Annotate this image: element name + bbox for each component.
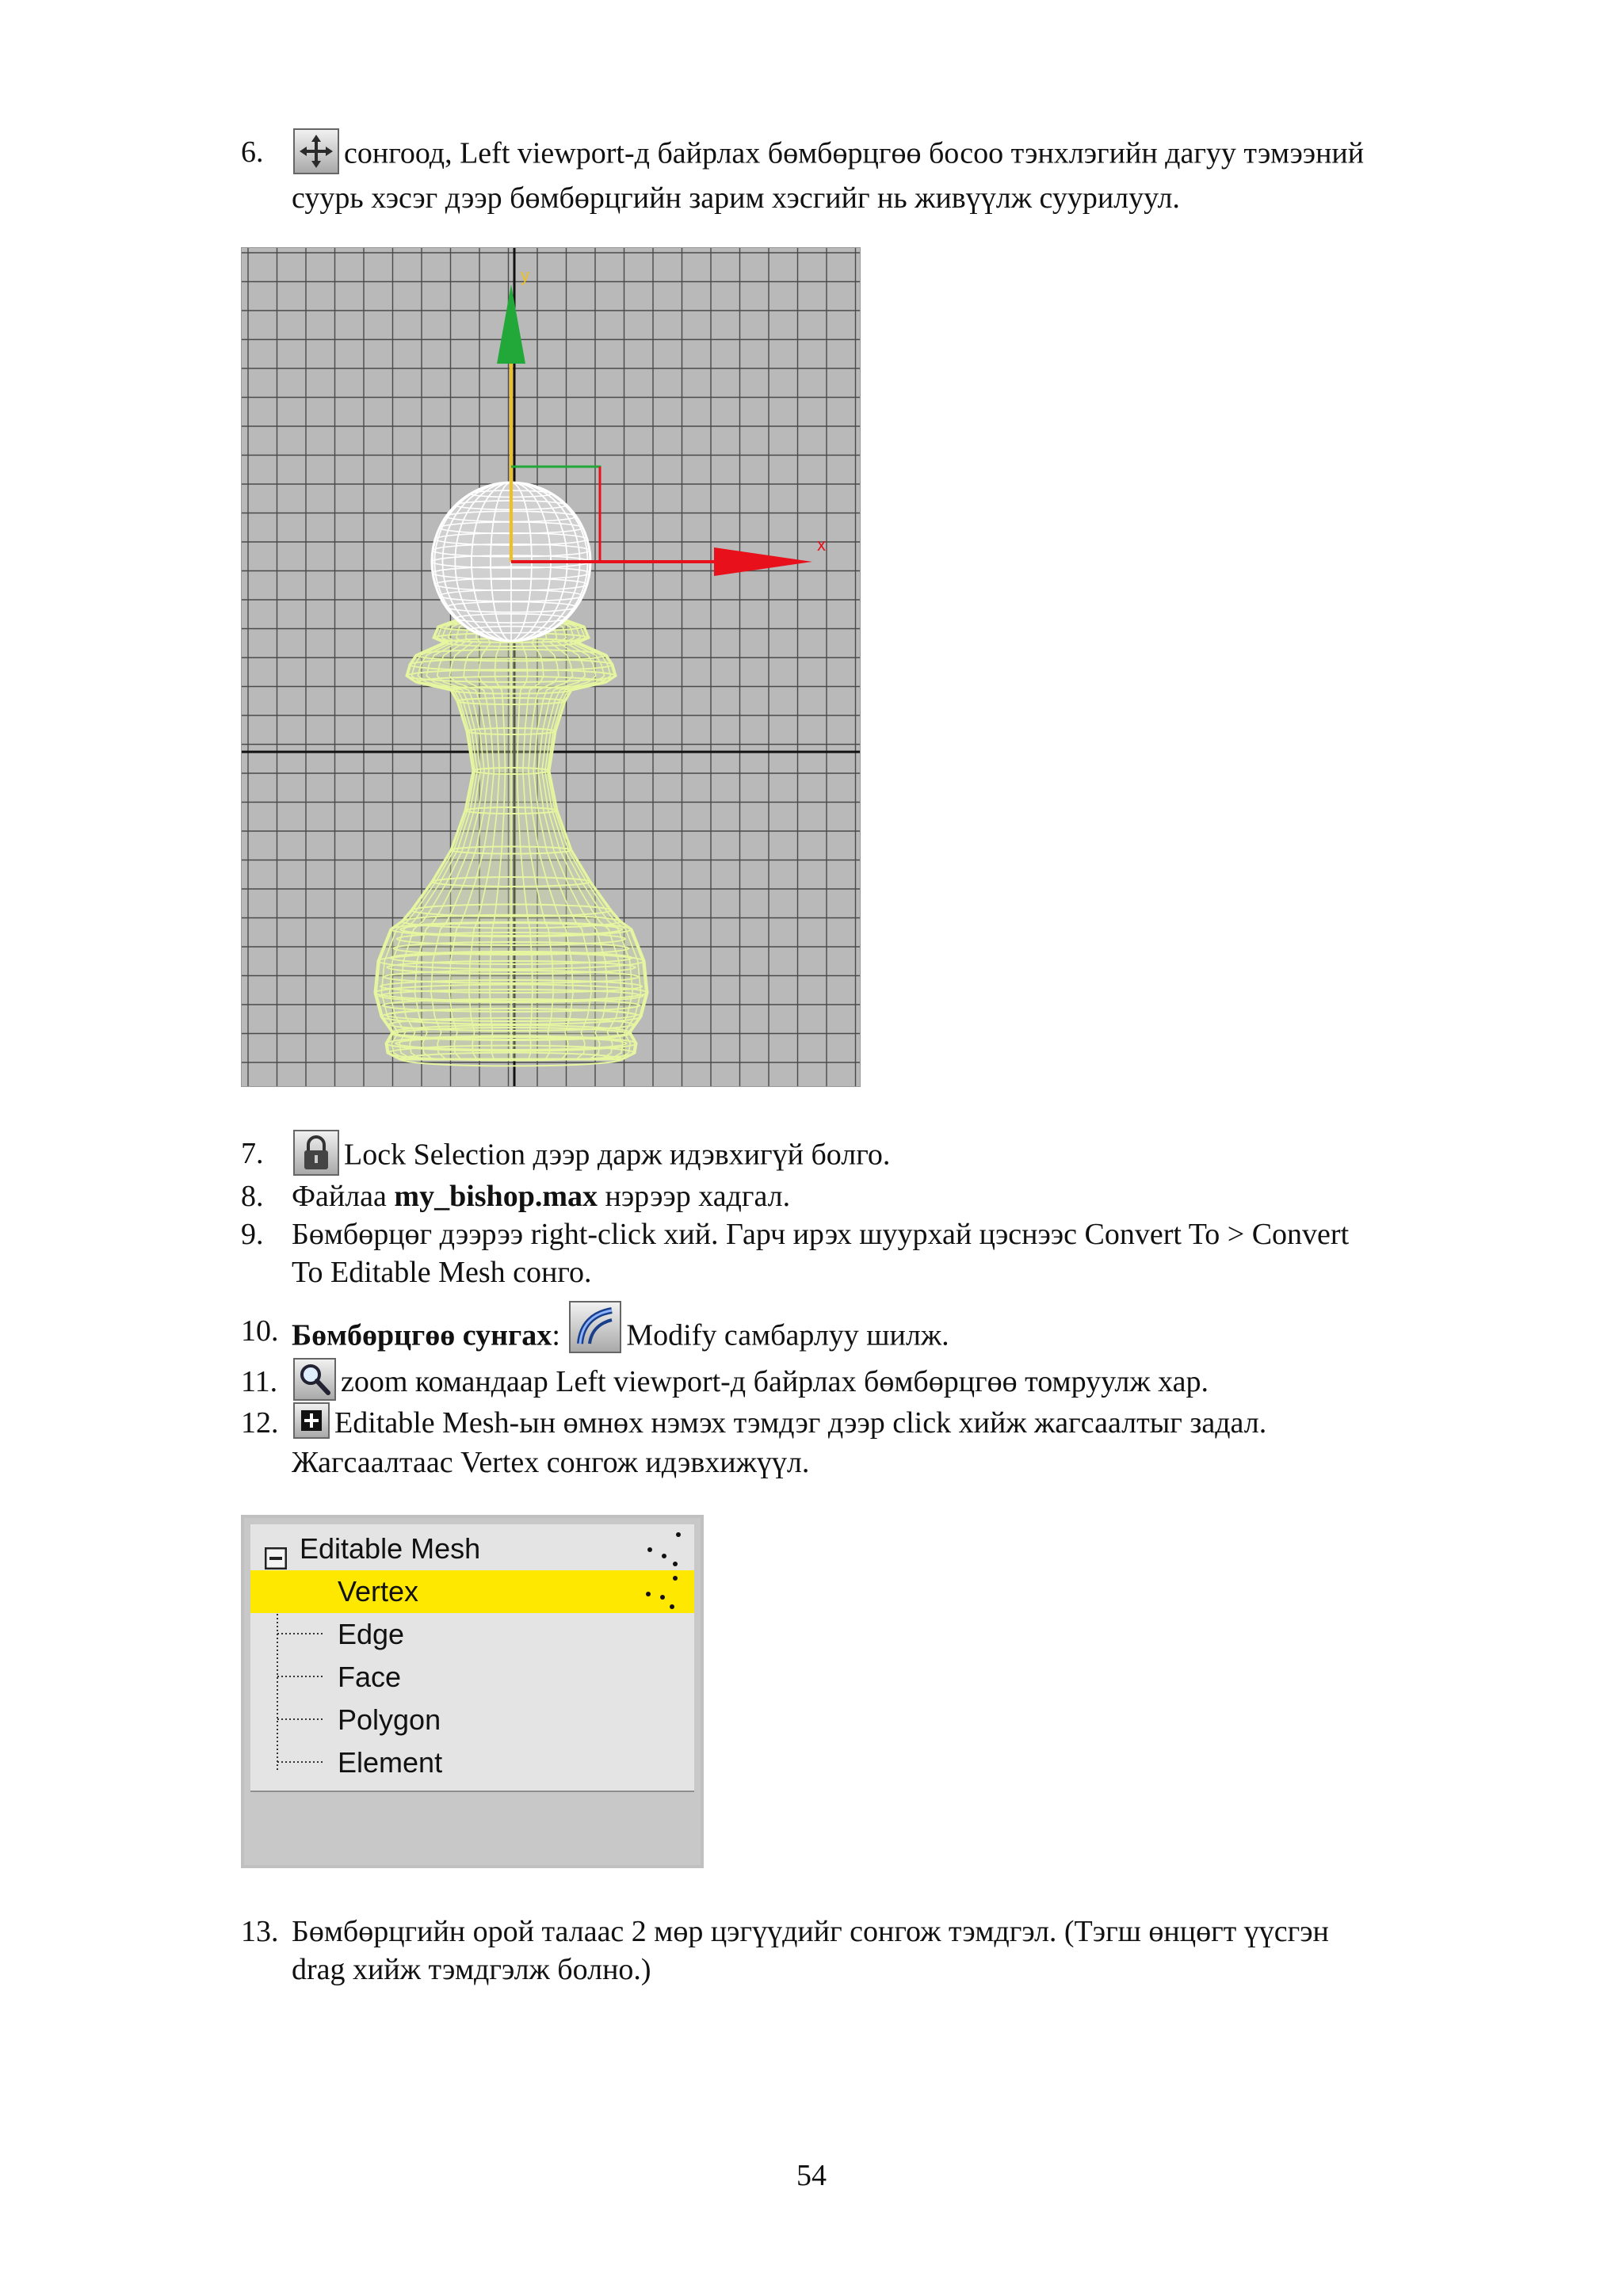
stack-item-face[interactable] [250,1656,694,1699]
step-8-text-before: Файлаа [292,1180,395,1213]
step-6-text-line1: сонгоод, Left viewport-д байрлах бөмбөрцгөө босоо тэнхлэгийн дагуу тэмээний [344,136,1365,170]
step-7 [241,1135,1477,1180]
step-9 [241,1215,1477,1291]
stack-item-element[interactable] [250,1741,694,1784]
step-9-text-line1: Бөмбөрцөг дээрээ right-click хий. Гарч ирэх шуурхай цэснээс Convert To > Convert [292,1218,1350,1251]
step-6-text-line2: суурь хэсэг дээр бөмбөрцгийн зарим хэсгийг нь живүүлж суурилуул. [292,181,1180,215]
step-number: 7. [241,1137,264,1170]
gizmo-y-label: y [521,265,529,285]
stack-item-label: Face [338,1661,402,1693]
step-12-text-line1: Editable Mesh-ын өмнөх нэмэх тэмдэг дээр click хийж жагсаалтыг задал. [334,1406,1267,1440]
modifier-stack-panel [241,1515,704,1868]
step-8-text-after: нэрээр хадгал. [597,1180,791,1213]
step-number: 9. [241,1218,264,1251]
stack-item-label: Edge [338,1618,405,1650]
step-number: 8. [241,1180,264,1213]
step-number: 6. [241,135,264,169]
gizmo-x-label: x [817,535,826,555]
page-number: 54 [796,2159,827,2192]
minus-box-icon[interactable] [265,1539,287,1561]
left-viewport-figure [241,247,861,1087]
step-9-text-line2: To Editable Mesh сонго. [292,1256,592,1289]
modify-icon [569,1301,621,1353]
step-10-text: Modify самбарлуу шилж. [626,1318,949,1352]
plus-box-icon [293,1402,330,1439]
step-13-text-line1: Бөмбөрцгийн орой талаас 2 мөр цэгүүдийг сонгож тэмдгэл. (Тэгш өнцөгт үүсгэн [292,1915,1329,1948]
step-10-colon: : [552,1318,560,1352]
stack-item-vertex[interactable] [250,1570,694,1613]
lock-icon [293,1130,339,1176]
stack-item-polygon[interactable] [250,1699,694,1741]
step-13 [241,1913,1477,1989]
step-12 [241,1404,1477,1482]
step-11-text: zoom командаар Left viewport-д байрлах бөмбөрцгөө томруулж хар. [341,1365,1209,1398]
step-number: 11. [241,1365,278,1398]
stack-item-label: Element [338,1746,443,1779]
step-10-heading: Бөмбөрцгөө сунгах [292,1318,552,1352]
stack-item-label: Polygon [338,1703,441,1736]
step-6 [241,133,1477,217]
step-13-text-line2: drag хийж тэмдгэлж болно.) [292,1953,651,1986]
viewport-canvas [242,248,860,1086]
stack-item-edge[interactable] [250,1613,694,1656]
modifier-stack-list [250,1524,694,1792]
step-number: 10. [241,1314,279,1348]
vertex-subobject-icon [643,1532,683,1567]
stack-item-editable-mesh[interactable] [250,1527,694,1570]
step-12-text-line2: Жагсаалтаас Vertex сонгож идэвхижүүл. [292,1446,810,1480]
move-icon [293,128,339,174]
step-10 [241,1312,1477,1364]
step-number: 12. [241,1406,279,1440]
zoom-icon [293,1358,336,1401]
step-8 [241,1177,1477,1215]
file-name: my_bishop.max [394,1180,598,1213]
vertex-subobject-icon [643,1575,683,1610]
stack-item-label: Editable Mesh [300,1532,481,1565]
step-7-text: Lock Selection дээр дарж идэвхигүй болго. [344,1138,891,1172]
stack-item-label: Vertex [338,1575,419,1608]
step-11 [241,1363,1477,1405]
step-number: 13. [241,1915,279,1948]
